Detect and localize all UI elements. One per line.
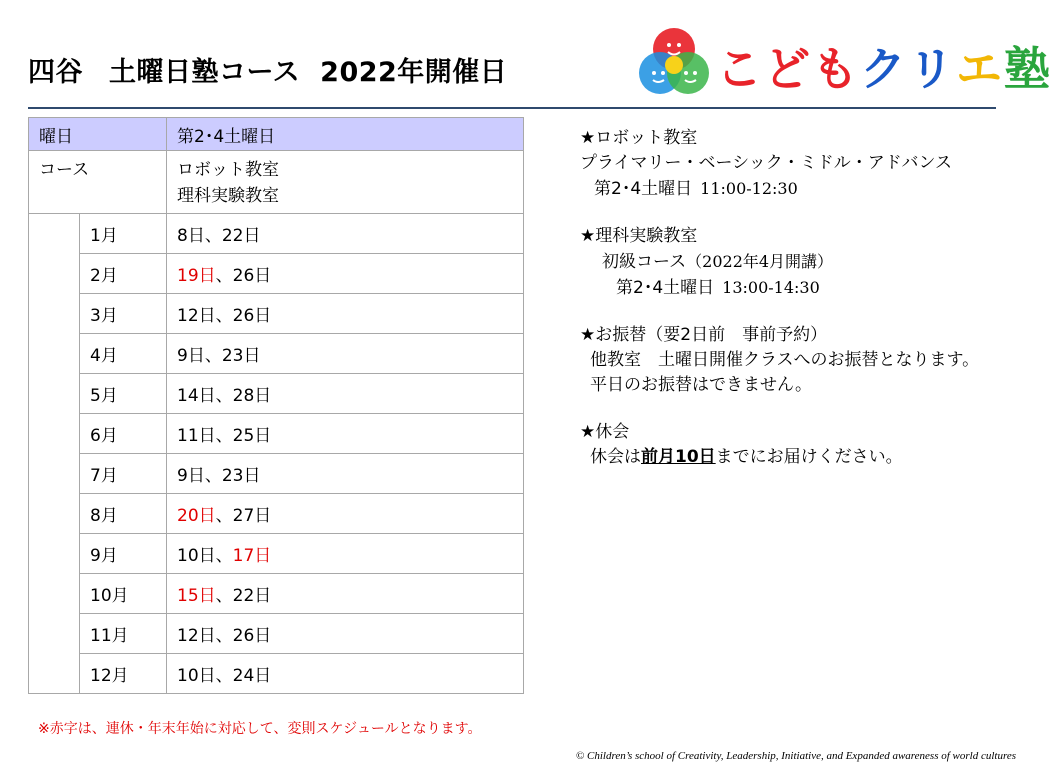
red-date-footnote: ※赤字は、連休・年末年始に対応して、変則スケジュールとなります。	[38, 721, 482, 737]
info-panel	[580, 126, 979, 492]
table-row	[29, 454, 524, 494]
dates-cell	[167, 254, 524, 294]
science-level	[580, 249, 979, 275]
date-value: 9日	[177, 466, 205, 486]
date-value: 27日	[232, 506, 272, 526]
date-value: 14日	[177, 386, 216, 406]
transfer-heading	[580, 323, 979, 348]
logo-char: ど	[764, 42, 812, 96]
absence-pre: 休会は	[590, 447, 641, 467]
date-value: 25日	[232, 426, 272, 446]
course-value	[167, 151, 524, 214]
transfer-heading-note: （要2日前 事前予約）	[646, 325, 828, 345]
table-row	[29, 494, 524, 534]
date-separator: 、	[215, 306, 233, 326]
logo-circles-icon	[636, 25, 712, 101]
indent-cell	[29, 254, 80, 294]
date-value: 8日	[177, 226, 205, 246]
course-row	[29, 151, 524, 214]
date-value: 22日	[232, 586, 272, 606]
logo-char: ク	[860, 42, 908, 96]
course-robot: ロボット教室	[177, 160, 279, 180]
table-row	[29, 214, 524, 254]
robot-time: 11:00-12:30	[700, 179, 798, 198]
month-cell: 9月	[80, 534, 167, 574]
robot-schedule	[580, 176, 979, 202]
logo-text	[716, 33, 1052, 99]
date-value: 15日	[177, 586, 216, 606]
month-cell: 7月	[80, 454, 167, 494]
science-time: 13:00-14:30	[722, 278, 820, 297]
course-science: 理科実験教室	[177, 186, 279, 206]
dates-cell	[167, 534, 524, 574]
date-separator: 、	[204, 466, 222, 486]
date-separator: 、	[215, 666, 233, 686]
indent-cell	[29, 294, 80, 334]
date-value: 17日	[232, 546, 272, 566]
date-separator: 、	[215, 506, 233, 526]
science-day: 第2･4土曜日	[616, 278, 715, 298]
indent-cell	[29, 654, 80, 694]
month-cell: 3月	[80, 294, 167, 334]
logo-char: 塾	[1004, 42, 1052, 96]
date-value: 19日	[177, 266, 216, 286]
table-row	[29, 614, 524, 654]
title-location: 四谷	[28, 57, 83, 88]
date-value: 12日	[177, 626, 216, 646]
title-course: 土曜日塾コース	[109, 57, 301, 88]
indent-cell	[29, 574, 80, 614]
table-row	[29, 654, 524, 694]
robot-heading: ★ロボット教室	[580, 128, 698, 148]
date-value: 12日	[177, 306, 216, 326]
dates-cell	[167, 654, 524, 694]
indent-cell	[29, 454, 80, 494]
robot-day: 第2･4土曜日	[594, 179, 693, 199]
absence-deadline: 前月10日	[641, 447, 716, 467]
month-rows	[29, 214, 524, 694]
date-value: 23日	[221, 466, 261, 486]
table-row	[29, 294, 524, 334]
dates-cell	[167, 454, 524, 494]
indent-cell	[29, 334, 80, 374]
transfer-line2: 平日のお振替はできません。	[590, 375, 813, 395]
absence-line	[580, 445, 979, 470]
date-separator: 、	[215, 586, 233, 606]
date-value: 24日	[232, 666, 272, 686]
indent-cell	[29, 534, 80, 574]
date-value: 26日	[232, 306, 272, 326]
title-year: 2022年開催日	[320, 57, 508, 88]
dates-cell	[167, 334, 524, 374]
date-separator: 、	[204, 346, 222, 366]
date-value: 26日	[232, 266, 272, 286]
date-separator: 、	[215, 626, 233, 646]
logo-char: リ	[908, 42, 956, 96]
month-cell: 1月	[80, 214, 167, 254]
science-level-name: 初級コース	[602, 252, 687, 272]
dates-cell	[167, 214, 524, 254]
month-cell: 10月	[80, 574, 167, 614]
dates-cell	[167, 574, 524, 614]
table-row	[29, 334, 524, 374]
kodomo-kurie-juku-logo	[636, 25, 1052, 105]
course-label: コース	[29, 151, 167, 214]
date-value: 11日	[177, 426, 216, 446]
dates-cell	[167, 294, 524, 334]
table-row	[29, 374, 524, 414]
date-value: 23日	[221, 346, 261, 366]
logo-char: エ	[956, 42, 1004, 96]
date-value: 28日	[232, 386, 272, 406]
copyright-notice: © Children’s school of Creativity, Leadership, Initiative, and Expanded awareness of world cultures	[575, 750, 1016, 762]
date-separator: 、	[215, 386, 233, 406]
indent-cell	[29, 494, 80, 534]
month-cell: 6月	[80, 414, 167, 454]
science-schedule	[580, 275, 979, 301]
month-cell: 5月	[80, 374, 167, 414]
indent-cell	[29, 374, 80, 414]
robot-info	[580, 126, 979, 202]
date-value: 20日	[177, 506, 216, 526]
date-value: 26日	[232, 626, 272, 646]
absence-post: までにお届けください。	[715, 447, 903, 467]
science-heading: ★理科実験教室	[580, 226, 698, 246]
month-cell: 8月	[80, 494, 167, 534]
table-row	[29, 534, 524, 574]
dates-cell	[167, 614, 524, 654]
logo-char: こ	[716, 42, 764, 96]
date-separator: 、	[215, 266, 233, 286]
header-divider	[28, 107, 996, 109]
table-row	[29, 254, 524, 294]
month-cell: 4月	[80, 334, 167, 374]
month-cell: 2月	[80, 254, 167, 294]
table-header-row	[29, 118, 524, 151]
table-row	[29, 574, 524, 614]
dates-cell	[167, 494, 524, 534]
robot-levels: プライマリー・ベーシック・ミドル・アドバンス	[580, 153, 952, 173]
dates-cell	[167, 374, 524, 414]
table-row	[29, 414, 524, 454]
absence-info	[580, 420, 979, 470]
date-separator: 、	[204, 226, 222, 246]
month-cell: 11月	[80, 614, 167, 654]
science-level-note: （2022年4月開講）	[686, 252, 834, 271]
date-value: 10日	[177, 546, 216, 566]
indent-cell	[29, 414, 80, 454]
date-value: 10日	[177, 666, 216, 686]
transfer-line1: 他教室 土曜日開催クラスへのお振替となります。	[590, 350, 980, 370]
date-separator: 、	[215, 546, 233, 566]
header-weekday-value: 第2･4土曜日	[167, 118, 524, 151]
absence-heading: ★休会	[580, 422, 630, 442]
date-value: 9日	[177, 346, 205, 366]
date-separator: 、	[215, 426, 233, 446]
science-info	[580, 224, 979, 301]
indent-cell	[29, 214, 80, 254]
date-value: 22日	[221, 226, 261, 246]
transfer-heading-text: ★お振替	[580, 325, 647, 345]
month-cell: 12月	[80, 654, 167, 694]
header-weekday-label: 曜日	[29, 118, 167, 151]
dates-cell	[167, 414, 524, 454]
indent-cell	[29, 614, 80, 654]
transfer-info	[580, 323, 979, 398]
schedule-table	[28, 117, 524, 694]
page-title	[28, 50, 507, 89]
logo-char: も	[812, 42, 860, 96]
